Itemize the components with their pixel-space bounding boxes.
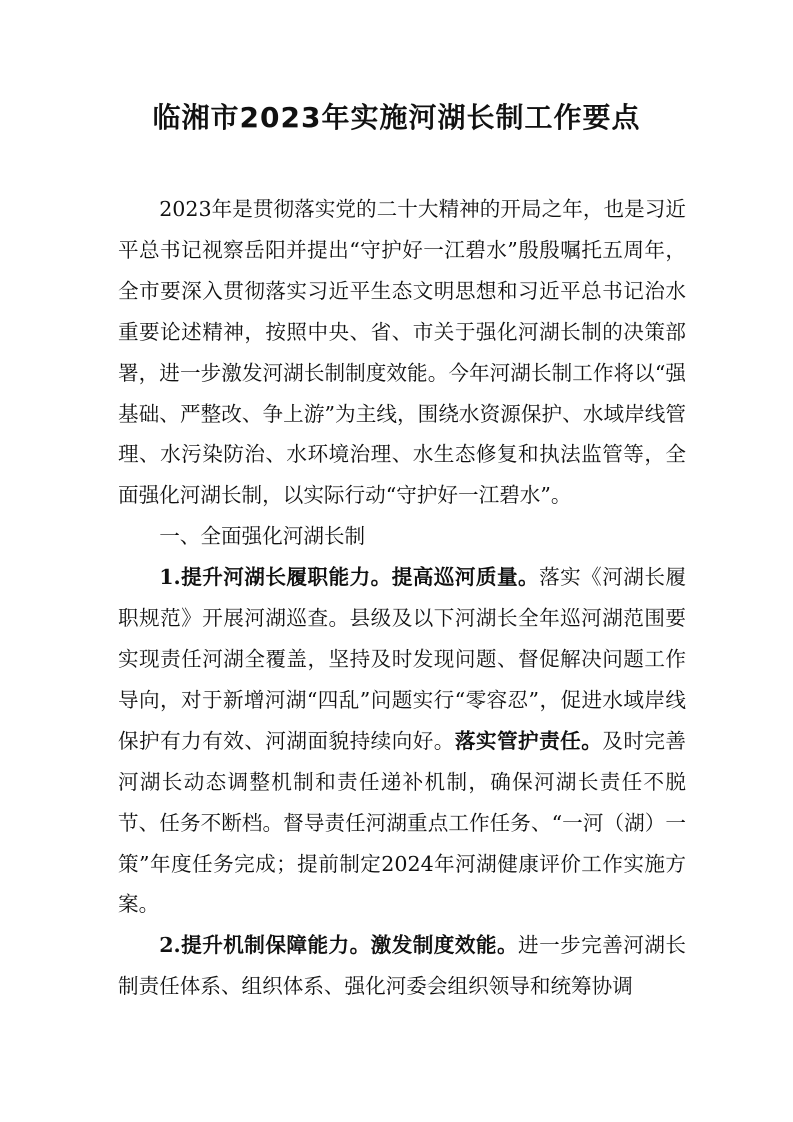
intro-paragraph: 2023年是贯彻落实党的二十大精神的开局之年，也是习近平总书记视察岳阳并提出“守护好一江碧水”殷殷嘱托五周年，全市要深入贯彻落实习近平生态文明思想和习近平总书记治水重要论述精神，按照中央、省、市关于强化河湖长制的决策部署，进一步激发河湖长制制度效能。今年河湖长制工作将以“强基础、严整改、争上游”为主线，围绕水资源保护、水域岸线管理、水污染防治、水环境治理、水生态修复和执法监管等，全面强化河湖长制，以实际行动“守护好一江碧水”。 [118,197,686,508]
document-body [118,189,686,1007]
item-1-text: 落实《河湖长履职规范》开展河湖巡查。县级及以下河湖长全年巡河湖范围要实现责任河湖全覆盖，坚持及时发现问题、督促解决问题工作导向，对于新增河湖“四乱”问题实行“零容忍”，促进水域岸线保护有力有效、河湖面貌持续向好。 [118,565,686,753]
item-1-subheading: 落实管护责任。 [454,728,603,753]
item-1-paragraph [118,557,686,925]
section-heading: 一、全面强化河湖长制 [159,524,366,549]
item-1-heading: 1.提升河湖长履职能力。提高巡河质量。 [159,565,540,590]
document-title: 临湘市2023年实施河湖长制工作要点 [152,101,641,134]
item-2-text: 进一步完善河湖长制责任体系、组织体系、强化河委会组织领导和统筹协调 [118,933,687,999]
item-2-paragraph [118,925,686,1007]
item-1-subtext: 及时完善河湖长动态调整机制和责任递补机制，确保河湖长责任不脱节、任务不断档。督导责任河湖重点工作任务、“一河（湖）一策”年度任务完成；提前制定2024年河湖健康评价工作实施方案。 [118,728,687,917]
item-2-heading: 2.提升机制保障能力。激发制度效能。 [159,933,519,958]
